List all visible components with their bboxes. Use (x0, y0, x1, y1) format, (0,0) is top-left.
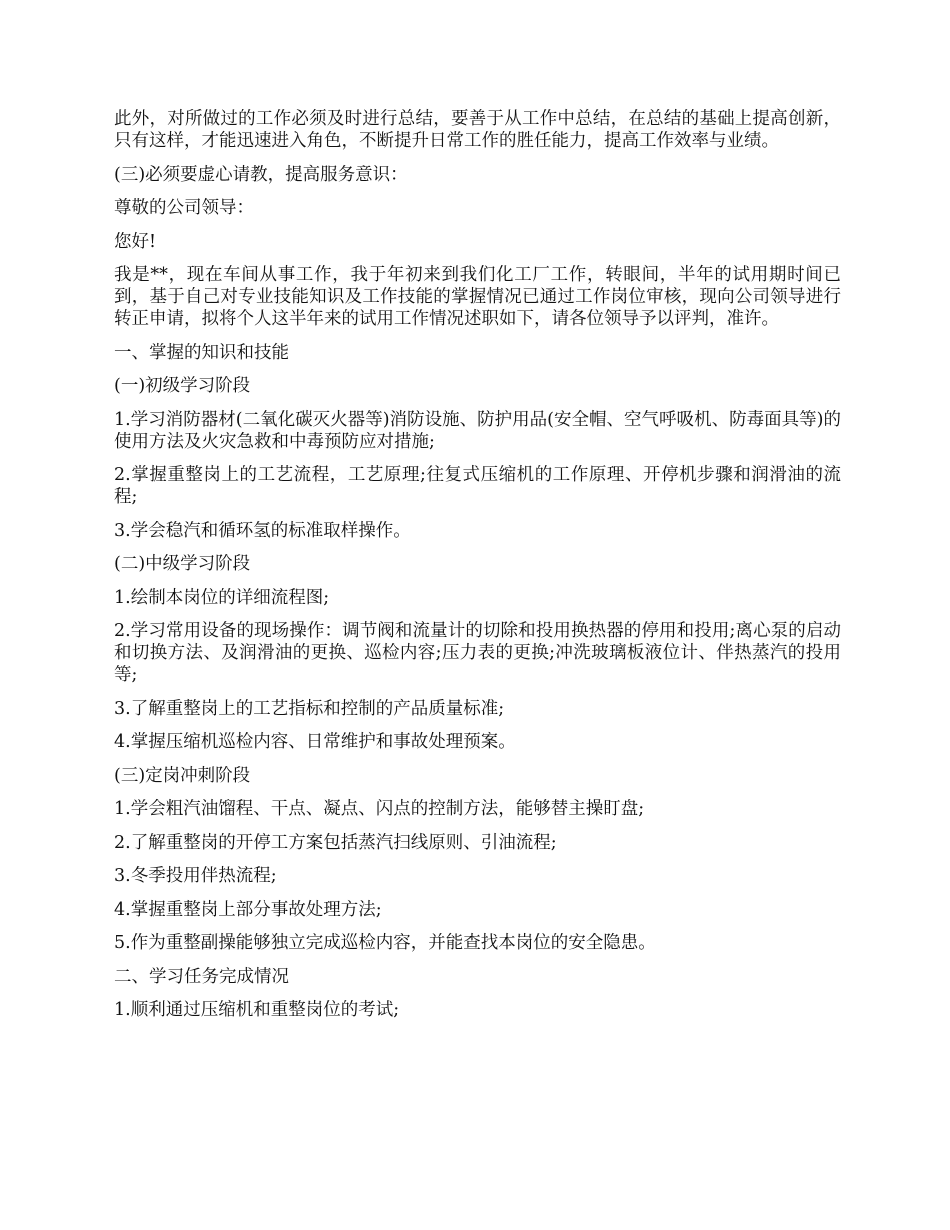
subheading-junior-stage: (一)初级学习阶段 (114, 376, 251, 396)
list-item: 4.掌握压缩机巡检内容、日常维护和事故处理预案。 (114, 732, 516, 752)
section-heading-humble-learning: (三)必须要虚心请教，提高服务意识： (114, 164, 408, 185)
list-item: 3.冬季投用伴热流程; (114, 866, 277, 886)
greeting: 您好! (114, 231, 157, 252)
list-item: 1.顺利通过压缩机和重整岗位的考试; (114, 1000, 400, 1020)
list-item: 4.掌握重整岗上部分事故处理方法; (114, 899, 382, 920)
list-item: 5.作为重整副操能够独立完成巡检内容，并能查找本岗位的安全隐患。 (114, 933, 656, 953)
list-item: 1.绘制本岗位的详细流程图; (114, 587, 330, 608)
paragraph-summary-advice: 此外，对所做过的工作必须及时进行总结，要善于从工作中总结，在总结的基础上提高创新，只有这样，才能迅速进入角色，不断提升日常工作的胜任能力，提高工作效率与业绩。 (114, 109, 841, 151)
list-item: 2.了解重整岗的开停工方案包括蒸汽扫线原则、引油流程; (114, 832, 557, 853)
list-item: 2.掌握重整岗上的工艺流程，工艺原理;往复式压缩机的工作原理、开停机步骤和润滑油的流程; (114, 465, 841, 507)
section-heading-task-completion: 二、学习任务完成情况 (114, 966, 289, 987)
list-item: 3.了解重整岗上的工艺指标和控制的产品质量标准; (114, 698, 505, 719)
document-body (114, 108, 841, 1033)
list-item: 1.学会粗汽油馏程、干点、凝点、闪点的控制方法，能够替主操盯盘; (114, 799, 645, 819)
list-item: 3.学会稳汽和循环氢的标准取样操作。 (114, 520, 411, 541)
paragraph-introduction: 我是**，现在车间从事工作，我于年初来到我们化工厂工作，转眼间，半年的试用期时间已到，基于自己对专业技能知识及工作技能的掌握情况已通过工作岗位审核，现向公司领导进行转正申请，拟将个人这半年来的试用工作情况述职如下，请各位领导予以评判，准许。 (114, 265, 841, 329)
subheading-sprint-stage: (三)定岗冲刺阶段 (114, 765, 251, 786)
subheading-intermediate-stage: (二)中级学习阶段 (114, 554, 251, 574)
list-item: 1.学习消防器材(二氧化碳灭火器等)消防设施、防护用品(安全帽、空气呼吸机、防毒面具等)的使用方法及火灾急救和中毒预防应对措施; (114, 409, 841, 452)
section-heading-knowledge-skills: 一、掌握的知识和技能 (114, 342, 289, 363)
salutation: 尊敬的公司领导： (114, 198, 254, 218)
list-item: 2.学习常用设备的现场操作：调节阀和流量计的切除和投用换热器的停用和投用;离心泵的启动和切换方法、及润滑油的更换、巡检内容;压力表的更换;冲洗玻璃板液位计、伴热蒸汽的投用等; (114, 621, 841, 685)
